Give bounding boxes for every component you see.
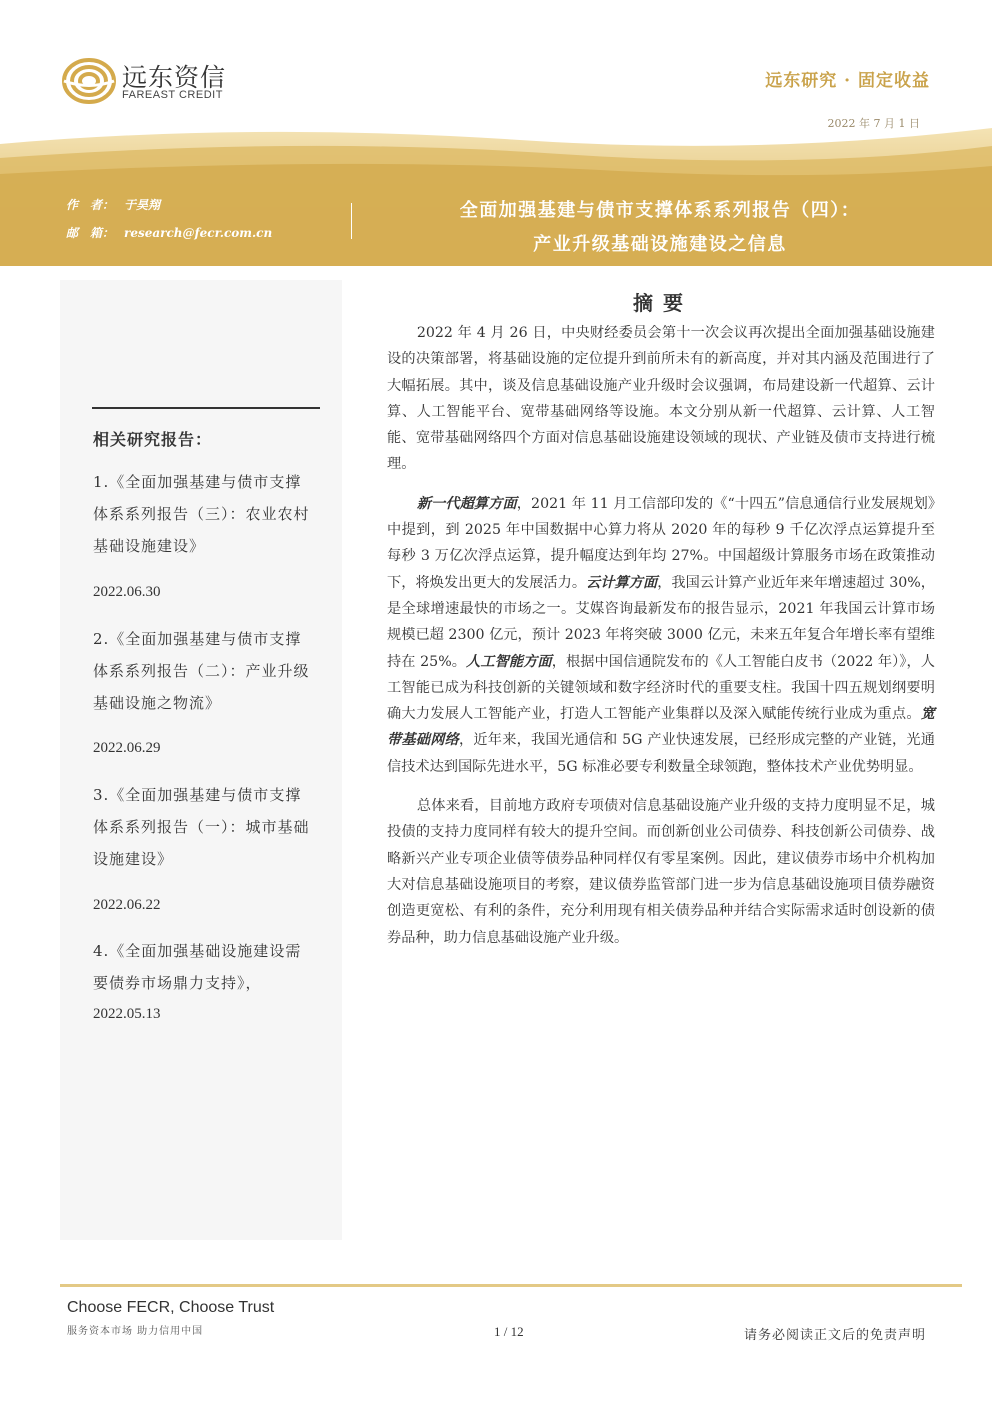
report-title-line: 要债券市场鼎力支持》， [93, 974, 262, 992]
report-title-line1: 全面加强基建与债市支撑体系系列报告（四）： [459, 200, 861, 221]
footer-divider [60, 1284, 962, 1287]
author-line [66, 196, 160, 213]
section-highlight: 新一代超算方面 [416, 495, 517, 512]
section-highlight: 人工智能方面 [466, 653, 552, 670]
logo-en-text: FAREAST CREDIT [122, 89, 223, 101]
related-report-3[interactable] [93, 779, 333, 875]
report-title-line2: 产业升级基础设施建设之信息 [533, 234, 787, 255]
section-highlight: 云计算方面 [586, 574, 658, 591]
related-report-date: 2022.05.13 [93, 1006, 161, 1022]
email-line [66, 224, 272, 241]
related-report-2[interactable] [93, 623, 333, 719]
report-title-line: 1.《全面加强基建与债市支撑 [93, 473, 302, 491]
abstract-paragraph-3: 总体来看，目前地方政府专项债对信息基础设施产业升级的支持力度明显不足，城投债的支持力度同样有较大的提升空间。而创新创业公司债券、科技创新公司债券、战略新兴产业专项企业债等债券品种同样仅有零星案例。因此，建议债券市场中介机构加大对信息基础设施项目的考察，建议债券监管部门进一步为信息基础设施项目债券融资创造更宽松、有利的条件，充分利用现有相关债券品种并结合实际需求适时创设新的债券品种，助力信息基础设施产业升级。 [387, 798, 935, 946]
abstract-body [387, 320, 935, 951]
report-title-line: 设施建设》 [93, 850, 174, 868]
related-reports-heading: 相关研究报告： [93, 430, 213, 449]
abstract-paragraph-2: 新一代超算方面，2021 年 11 月工信部印发的《“十四五”信息通信行业发展规划》中提到，到 2025 年中国数据中心算力将从 2020 年的每秒 9 千亿次浮点运算提升至每秒 3 万亿次浮点运算，提升幅度达到年均 27%。中国超级计算服务市场在政策推动下，将焕发出更大的发展活力。云计算方面，我国云计算产业近年来年增速超过 30%，是全球增速最快的市场之一。艾媒咨询最新发布的报告显示，2021 年我国云计算市场规模已超 2300 亿元，预计 2023 年将突破 3000 亿元，未来五年复合年增长率有望维持在 25%。人工智能方面，根据中国信通院发布的《人工智能白皮书（2022 年）》，人工智能已成为科技创新的关键领域和数字经济时代的重要支柱。我国十四五规划纲要明确大力发展人工智能产业，打造人工智能产业集群以及深入赋能传统行业成为重点。宽带基础网络，近年来，我国光通信和 5G 产业快速发展，已经形成完整的产业链，光通信技术达到国际先进水平，5G 标准必要专利数量全球领跑，整体技术产业优势明显。 [387, 495, 935, 775]
related-report-4[interactable] [93, 935, 333, 999]
abstract-title: 摘要 [633, 291, 693, 315]
report-title-line: 2.《全面加强基建与债市支撑 [93, 630, 302, 648]
report-title-line: 体系系列报告（二）：产业升级 [93, 662, 310, 680]
related-report-date: 2022.06.22 [93, 897, 161, 913]
report-title-line: 3.《全面加强基建与债市支撑 [93, 786, 302, 804]
report-title-line: 基础设施建设》 [93, 537, 206, 555]
author-name: 于昊翔 [124, 198, 161, 212]
email-address[interactable]: research@fecr.com.cn [124, 226, 273, 240]
report-date: 2022 年 7 月 1 日 [827, 117, 920, 130]
report-title-line: 基础设施之物流》 [93, 694, 222, 712]
banner-divider [351, 203, 352, 239]
page-number: 1 / 12 [494, 1324, 524, 1339]
report-title-line: 4.《全面加强基础设施建设需 [93, 942, 302, 960]
abstract-paragraph-1: 2022 年 4 月 26 日，中央财经委员会第十一次会议再次提出全面加强基础设施建设的决策部署，将基础设施的定位提升到前所未有的新高度，并对其内涵及范围进行了大幅拓展。其中，谈及信息基础设施产业升级时会议强调，布局建设新一代超算、云计算、人工智能平台、宽带基础网络等设施。本文分别从新一代超算、云计算、人工智能、宽带基础网络四个方面对信息基础设施建设领域的现状、产业链及债市支持进行梳理。 [387, 325, 935, 473]
sidebar-divider [92, 407, 320, 409]
footer-subslogan: 服务资本市场 助力信用中国 [67, 1326, 204, 1337]
report-title-line: 体系系列报告（三）：农业农村 [93, 505, 310, 523]
related-reports-sidebar [60, 280, 342, 1240]
author-label: 作 者： [66, 198, 115, 212]
series-tag: 远东研究 · 固定收益 [765, 71, 930, 91]
footer-slogan: Choose FECR, Choose Trust [67, 1299, 275, 1316]
fareast-credit-logo [62, 56, 252, 108]
disclaimer-note: 请务必阅读正文后的免责声明 [743, 1328, 926, 1343]
logo-rings-icon [62, 56, 116, 106]
related-report-1[interactable] [93, 466, 333, 562]
report-title-line: 体系系列报告（一）：城市基础 [93, 818, 310, 836]
related-report-date: 2022.06.29 [93, 740, 161, 756]
related-report-date: 2022.06.30 [93, 584, 161, 600]
section-highlight: 宽带基础网络 [387, 706, 935, 749]
logo-cn-text: 远东资信 [122, 63, 227, 92]
email-label: 邮 箱： [66, 226, 115, 240]
